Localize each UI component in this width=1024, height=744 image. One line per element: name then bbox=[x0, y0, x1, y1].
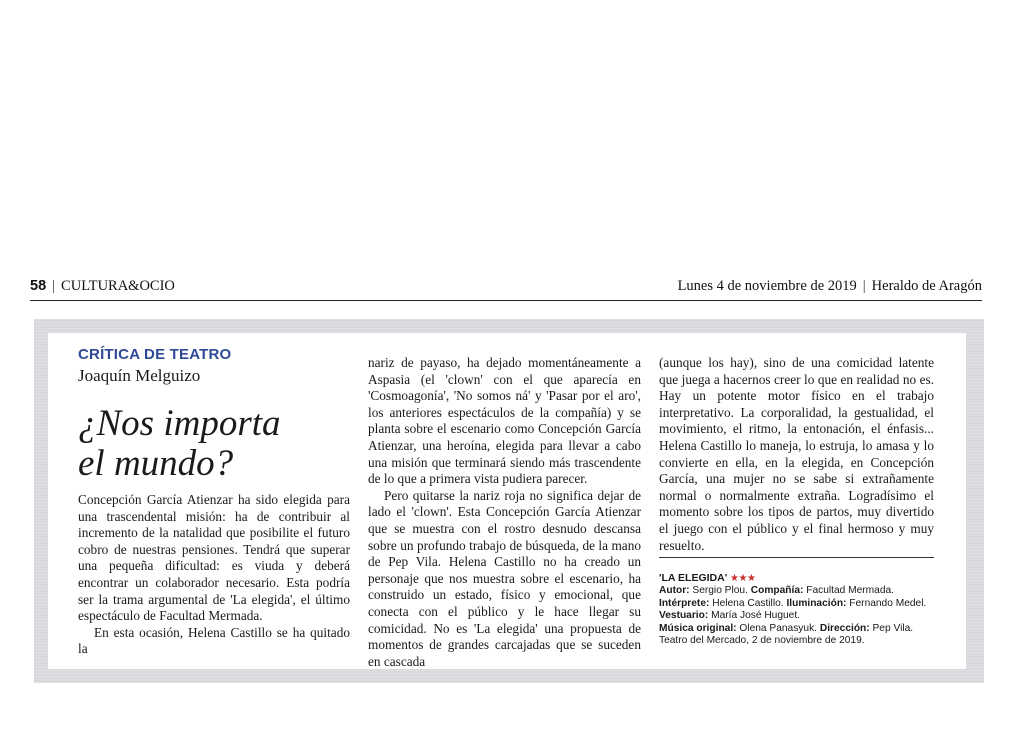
credits-title-line bbox=[659, 572, 939, 585]
paragraph: En esta ocasión, Helena Castillo se ha quitado la bbox=[78, 624, 350, 657]
paragraph: Concepción García Atienzar ha sido elegida para una trascendental misión: ha de contribuir al incremento de la natalidad que posibilite el futuro cobro de nuestras pensiones. Tendrá que superar una pequeña dificultad: es viuda y deberá encontrar un colaborador necesario. Esta podría ser la trama argumental de 'La elegida', el último espectáculo de Facultad Mermada. bbox=[78, 492, 350, 624]
compania-label: Compañía: bbox=[750, 585, 804, 597]
section-name: CULTURA&OCIO bbox=[61, 278, 175, 294]
autor-label: Autor: bbox=[659, 585, 690, 597]
venue-line: Teatro del Mercado, 2 de noviembre de 2019. bbox=[659, 635, 865, 647]
credits-divider bbox=[659, 557, 934, 558]
credits-line-1 bbox=[659, 585, 939, 622]
folio-separator: | bbox=[52, 278, 56, 294]
interprete-value: Helena Castillo. bbox=[712, 597, 784, 609]
paragraph: nariz de payaso, ha dejado momentáneamente a Aspasia (el 'clown' con el que aparecía en 'Cosmoagonía', 'No somos ná' y 'Pasar por el aro', los anteriores espectáculos de la compañía) y se planta sobre el escenario como Concepción García Atienzar, una heroína, elegida para llevar a cabo una misión que terminará siendo más trascendente de lo que a primera vista pudiera parecer. bbox=[368, 355, 641, 487]
issue-date: Lunes 4 de noviembre de 2019 bbox=[677, 278, 857, 294]
rating-stars-icon: ★★★ bbox=[730, 573, 756, 584]
vestuario-label: Vestuario: bbox=[659, 610, 709, 622]
headline-line-2: el mundo? bbox=[78, 443, 234, 484]
folio-right bbox=[678, 278, 982, 295]
article-column-2 bbox=[368, 355, 641, 670]
article-column-3 bbox=[659, 355, 934, 554]
credits-box bbox=[659, 572, 939, 647]
paragraph: Pero quitarse la nariz roja no significa dejar de lado el 'clown'. Esta Concepción García Atienzar que se muestra con el rostro desnudo descansa sobre un profundo trabajo de búsqueda, de la mano de Pep Vila. Helena Castillo no ha creado un personaje que nos muestra sobre el escenario, ha construido un estado, físico y emocional, que conecta con el público y le hace llegar su comicidad. No es 'La elegida' una propuesta de momentos de grandes carcajadas que se suceden en cascada bbox=[368, 487, 641, 669]
publication-name: Heraldo de Aragón bbox=[871, 278, 982, 294]
page-folio bbox=[30, 276, 982, 298]
autor-value: Sergio Plou. bbox=[692, 585, 748, 597]
play-title: 'LA ELEGIDA' bbox=[659, 572, 728, 584]
musica-label: Música original: bbox=[659, 622, 737, 634]
direccion-value: Pep Vila. bbox=[872, 622, 914, 634]
headline-line-1: ¿Nos importa bbox=[78, 403, 281, 444]
direccion-label: Dirección: bbox=[819, 622, 870, 634]
folio-separator-right: | bbox=[862, 278, 866, 294]
vestuario-value: María José Huguet. bbox=[711, 610, 801, 622]
article-kicker: CRÍTICA DE TEATRO bbox=[78, 346, 232, 363]
folio-left bbox=[30, 278, 175, 295]
credits-line-2 bbox=[659, 623, 939, 635]
article-headline bbox=[78, 404, 348, 484]
page-number: 58 bbox=[30, 278, 47, 294]
article-author: Joaquín Melguizo bbox=[78, 366, 201, 385]
iluminacion-label: Iluminación: bbox=[786, 597, 847, 609]
paragraph: (aunque los hay), sino de una comicidad latente que juega a hacernos creer lo que en realidad no es. Hay un potente motor físico en el trabajo interpretativo. La corporalidad, la gestualidad, el movimiento, el ritmo, la entonación, el énfasis... Helena Castillo lo maneja, lo estruja, lo amasa y lo convierte en ella, en la elegida, en Concepción García, una mujer no se sabe si extrañamente normal o normalmente extraña. Logradísimo el momento sobre los tipos de partos, muy divertido el juego con el público y el final hermoso y muy resuelto. bbox=[659, 355, 934, 553]
compania-value: Facultad Mermada. bbox=[806, 585, 894, 597]
iluminacion-value: Fernando Medel. bbox=[849, 597, 927, 609]
musica-value: Olena Panasyuk. bbox=[739, 622, 817, 634]
interprete-label: Intérprete: bbox=[659, 597, 710, 609]
folio-rule bbox=[30, 300, 982, 301]
article-column-1 bbox=[78, 492, 350, 658]
